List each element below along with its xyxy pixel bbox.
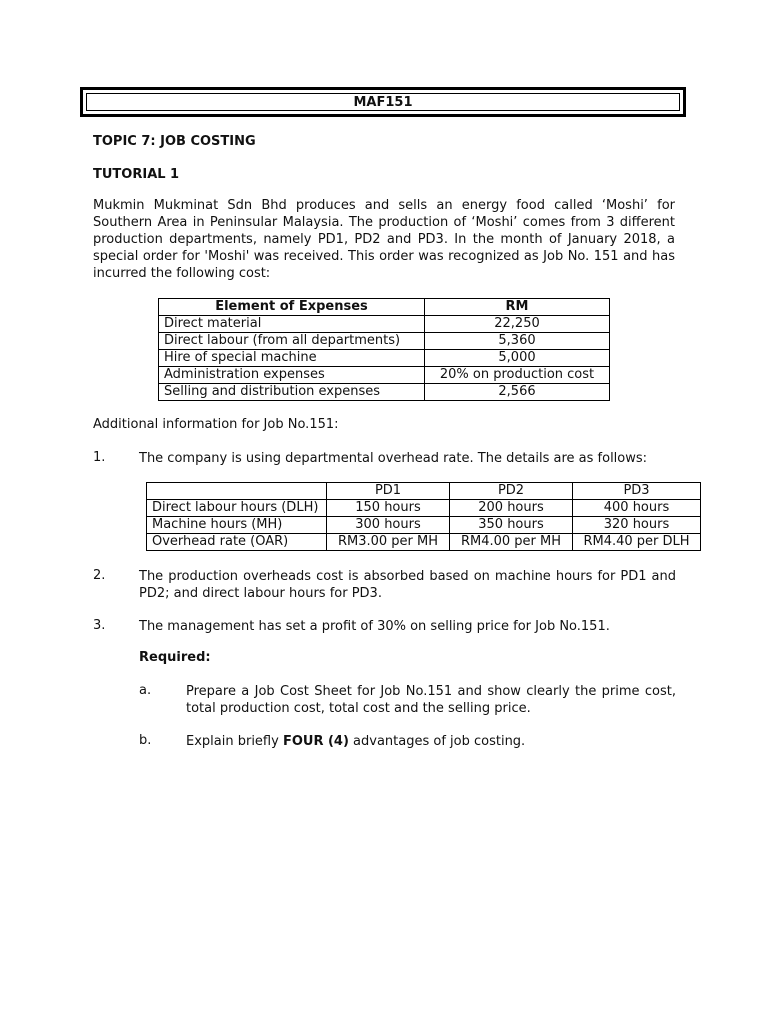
expenses-table bbox=[158, 298, 610, 401]
column-header: PD3 bbox=[573, 483, 701, 500]
table-cell: Direct labour (from all departments) bbox=[159, 333, 425, 350]
item-number: 3. bbox=[93, 618, 106, 633]
column-header: PD1 bbox=[327, 483, 450, 500]
table-row bbox=[159, 333, 610, 350]
topic-title: TOPIC 7: JOB COSTING bbox=[93, 134, 256, 149]
table-cell: 150 hours bbox=[327, 500, 450, 517]
sub-question-label: a. bbox=[139, 683, 152, 698]
table-cell: Selling and distribution expenses bbox=[159, 384, 425, 401]
table-cell: 5,000 bbox=[425, 350, 610, 367]
table-cell: Direct material bbox=[159, 316, 425, 333]
column-header bbox=[147, 483, 327, 500]
column-header: Element of Expenses bbox=[159, 299, 425, 316]
course-code: MAF151 bbox=[86, 93, 680, 111]
table-row bbox=[159, 384, 610, 401]
table-row bbox=[147, 534, 701, 551]
table-cell: Machine hours (MH) bbox=[147, 517, 327, 534]
table-cell: 300 hours bbox=[327, 517, 450, 534]
table-cell: 400 hours bbox=[573, 500, 701, 517]
table-cell: Overhead rate (OAR) bbox=[147, 534, 327, 551]
table-cell: Hire of special machine bbox=[159, 350, 425, 367]
item-number: 2. bbox=[93, 568, 106, 583]
text-segment: Explain briefly bbox=[186, 734, 283, 749]
overhead-table bbox=[146, 482, 701, 551]
course-code-header bbox=[80, 87, 686, 117]
table-cell: Direct labour hours (DLH) bbox=[147, 500, 327, 517]
item-text: The management has set a profit of 30% on selling price for Job No.151. bbox=[139, 619, 610, 634]
item-text: The company is using departmental overhead rate. The details are as follows: bbox=[139, 451, 648, 466]
sub-question-label: b. bbox=[139, 733, 152, 748]
emphasis-text: FOUR (4) bbox=[282, 734, 349, 749]
table-row bbox=[147, 500, 701, 517]
table-cell: RM4.00 per MH bbox=[450, 534, 573, 551]
table-cell: 2,566 bbox=[425, 384, 610, 401]
table-cell: 320 hours bbox=[573, 517, 701, 534]
table-header-row bbox=[147, 483, 701, 500]
sub-question-text bbox=[186, 733, 676, 750]
column-header: PD2 bbox=[450, 483, 573, 500]
table-cell: Administration expenses bbox=[159, 367, 425, 384]
required-heading: Required: bbox=[139, 650, 211, 665]
tutorial-title: TUTORIAL 1 bbox=[93, 167, 180, 182]
item-text: The production overheads cost is absorbed based on machine hours for PD1 and PD2; and direct labour hours for PD3. bbox=[139, 569, 676, 601]
intro-paragraph: Mukmin Mukminat Sdn Bhd produces and sells an energy food called ‘Moshi’ for Southern Area in Peninsular Malaysia. The production of ‘Moshi’ comes from 3 different production departments, namely PD1, PD2 and PD3. In the month of January 2018, a special order for 'Moshi' was received. This order was recognized as Job No. 151 and has incurred the following cost: bbox=[93, 198, 675, 281]
sub-question-text: Prepare a Job Cost Sheet for Job No.151 and show clearly the prime cost, total production cost, total cost and the selling price. bbox=[186, 684, 676, 716]
column-header: RM bbox=[425, 299, 610, 316]
table-row bbox=[159, 316, 610, 333]
table-row bbox=[159, 350, 610, 367]
table-cell: 350 hours bbox=[450, 517, 573, 534]
item-number: 1. bbox=[93, 450, 106, 465]
table-cell: 200 hours bbox=[450, 500, 573, 517]
table-row bbox=[147, 517, 701, 534]
text-segment: advantages of job costing. bbox=[348, 734, 526, 749]
additional-info-heading: Additional information for Job No.151: bbox=[93, 417, 339, 432]
table-cell: 22,250 bbox=[425, 316, 610, 333]
table-cell: RM4.40 per DLH bbox=[573, 534, 701, 551]
table-row bbox=[159, 367, 610, 384]
table-header-row bbox=[159, 299, 610, 316]
table-cell: RM3.00 per MH bbox=[327, 534, 450, 551]
table-cell: 20% on production cost bbox=[425, 367, 610, 384]
table-cell: 5,360 bbox=[425, 333, 610, 350]
